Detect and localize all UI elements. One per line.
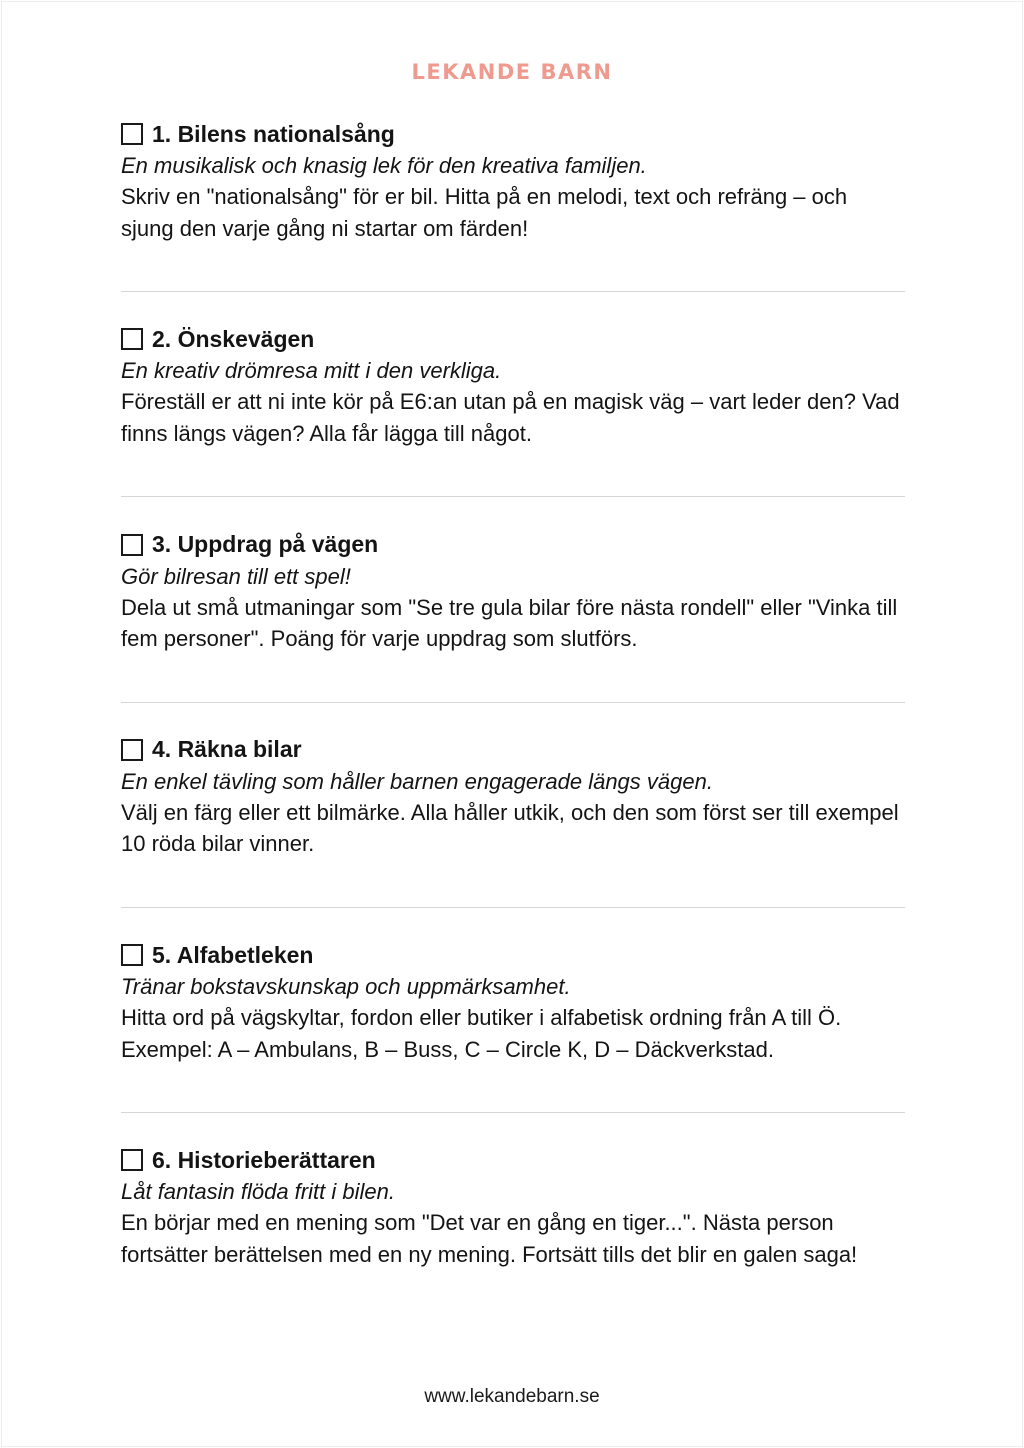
brand-logo: LEKANDE BARN [411, 60, 613, 84]
activity-item-6 [121, 1144, 905, 1349]
activity-checkbox[interactable] [121, 1149, 143, 1171]
activity-title-row [121, 1144, 905, 1176]
divider [121, 907, 905, 908]
activity-subtitle: Tränar bokstavskunskap och uppmärksamhet. [121, 974, 571, 1000]
activity-checkbox[interactable] [121, 944, 143, 966]
activity-item-1 [121, 118, 905, 323]
activity-title: 5. Alfabetleken [152, 941, 314, 968]
activity-subtitle: En enkel tävling som håller barnen engagerade längs vägen. [121, 768, 713, 794]
activity-title-row [121, 734, 905, 766]
activity-subtitle: Gör bilresan till ett spel! [121, 563, 351, 589]
activity-item-2 [121, 323, 905, 528]
activity-subtitle: Låt fantasin flöda fritt i bilen. [121, 1179, 395, 1205]
activity-description: Dela ut små utmaningar som "Se tre gula bilar före nästa rondell" eller "Vinka till fem personer". Poäng för varje uppdrag som slutförs. [121, 594, 898, 652]
activity-title-row [121, 323, 905, 355]
activity-description: Föreställ er att ni inte kör på E6:an utan på en magisk väg – vart leder den? Vad finns längs vägen? Alla får lägga till något. [121, 389, 900, 446]
activity-title-row [121, 118, 905, 150]
activity-description: Skriv en "nationalsång" för er bil. Hitta på en melodi, text och refräng – och sjung den varje gång ni startar om färden! [121, 184, 848, 241]
activity-checkbox[interactable] [121, 739, 143, 761]
activity-title: 3. Uppdrag på vägen [152, 531, 379, 558]
activity-checkbox[interactable] [121, 534, 143, 556]
divider [121, 496, 905, 497]
activity-subtitle: En kreativ drömresa mitt i den verkliga. [121, 358, 502, 384]
activity-list [121, 118, 905, 1350]
divider [121, 1112, 905, 1113]
activity-description: Välj en färg eller ett bilmärke. Alla håller utkik, och den som först ser till exempel 10 röda bilar vinner. [121, 799, 899, 857]
footer-url[interactable]: www.lekandebarn.se [424, 1386, 600, 1407]
activity-title: 2. Önskevägen [152, 325, 315, 352]
activity-subtitle: En musikalisk och knasig lek för den kreativa familjen. [121, 153, 647, 178]
activity-checkbox[interactable] [121, 328, 143, 350]
activity-title-row [121, 939, 905, 971]
activity-title: 1. Bilens nationalsång [152, 120, 395, 147]
activity-title: 4. Räkna bilar [152, 736, 302, 763]
activity-description: Hitta ord på vägskyltar, fordon eller butiker i alfabetisk ordning från A till Ö. Exempel: A – Ambulans, B – Buss, C – Circle K, D – Däckverkstad. [121, 1005, 842, 1062]
divider [121, 291, 905, 292]
activity-title-row [121, 529, 905, 561]
activity-item-3 [121, 529, 905, 734]
activity-item-4 [121, 734, 905, 939]
activity-description: En börjar med en mening som "Det var en gång en tiger...". Nästa person fortsätter berättelsen med en ny mening. Fortsätt tills det blir en galen saga! [121, 1210, 858, 1267]
activity-title: 6. Historieberättaren [152, 1146, 376, 1173]
divider [121, 702, 905, 703]
activity-item-5 [121, 939, 905, 1144]
activity-checkbox[interactable] [121, 123, 143, 145]
